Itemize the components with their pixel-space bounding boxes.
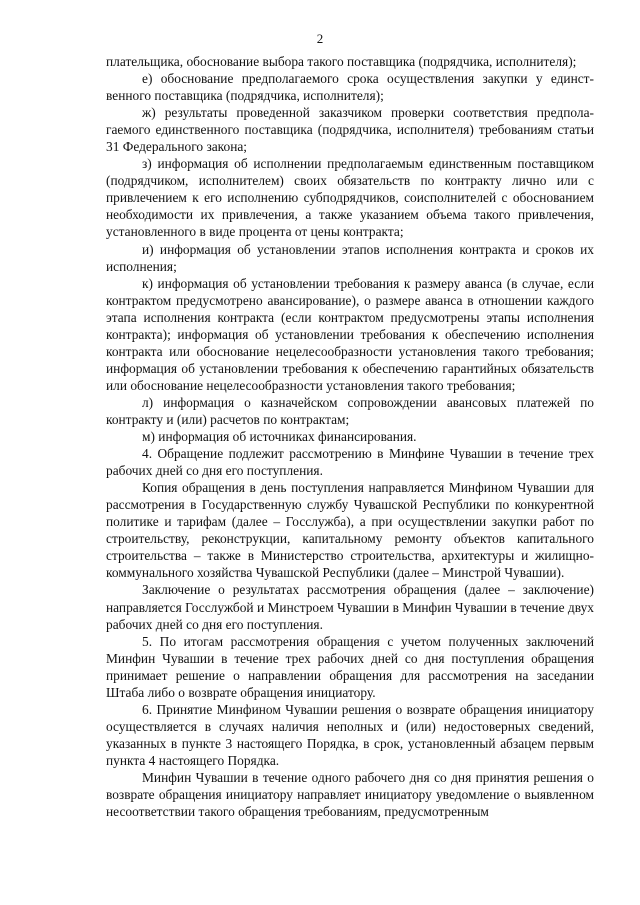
paragraph-point-6: 6. Принятие Минфином Чувашии решения о возврате обращения инициатору осуществляется в случаях наличия неполных и (или) недостоверных сведений, указанных в пункте 3 настоящего Порядка, в срок, установленный абзацем первым пункта 4 настоящего Порядка.	[106, 701, 594, 768]
paragraph-item-z: з) информация об исполнении предполагаемым единственным поставщиком (подрядчиком, исполнителем) своих обязательств по контракту лично или с привлечением к его исполнению субподрядчиков, соисполнителей с обоснованием необходимости их привлечения, а также указанием объема такого привлечения, установленного в виде процента от цены контракта;	[106, 156, 594, 240]
paragraph-point-4: 4. Обращение подлежит рассмотрению в Минфине Чувашии в течение трех рабочих дней со дня его поступления.	[106, 446, 594, 479]
paragraph-item-k: к) информация об установлении требования к размеру аванса (в случае, если контрактом предусмотрено авансирование), о размере аванса в отношении каждого этапа исполнения контракта (если контрактом предусмотрены этапы исполнения контракта); информация об установлении требования к обеспечению исполнения контракта или обоснование нецелесообразности установления такого требования; информация об установлении требования к обеспечению гарантийных обязательств или обоснование нецелесообразности установления такого требования;	[106, 275, 594, 393]
paragraph-point-5: 5. По итогам рассмотрения обращения с учетом полученных заключений Минфин Чувашии в течение трех рабочих дней со дня поступления обращения принимает решение о направлении обращения для рассмотрения на заседании Штаба либо о возврате обращения инициатору.	[106, 633, 594, 700]
document-body	[106, 53, 594, 820]
paragraph-copy-request: Копия обращения в день поступления направляется Минфином Чувашии для рассмотрения в Государственную службу Чувашской Республики по конкурентной политике и тарифам (далее – Госслужба), а при осуществлении закупки работ по строительству, реконструкции, капитальному ремонту объектов капитального строительства – также в Министерство строительства, архитектуры и жилищно-коммунального хозяйства Чувашской Республики (далее – Минстрой Чувашии).	[106, 480, 594, 581]
paragraph-item-l: л) информация о казначейском сопровождении авансовых платежей по контракту и (или) расчетов по контрактам;	[106, 394, 594, 427]
paragraph-continuation: плательщика, обоснование выбора такого поставщика (подрядчика, исполнителя);	[106, 54, 577, 69]
paragraph-notification: Минфин Чувашии в течение одного рабочего дня со дня принятия решения о возврате обращения инициатору направляет инициатору уведомление о выявленном несоответствии такого обращения требованиям, предусмотренным	[106, 769, 594, 820]
paragraph-item-e: е) обоснование предполагаемого срока осуществления закупки у единственного поставщика (подрядчика, исполнителя);	[106, 71, 594, 104]
paragraph-conclusion: Заключение о результатах рассмотрения обращения (далее – заключение) направляется Госслужбой и Минстроем Чувашии в Минфин Чувашии в течение двух рабочих дней со дня его поступления.	[106, 582, 594, 632]
page-number: 2	[316, 31, 324, 46]
paragraph-item-i: и) информация об установлении этапов исполнения контракта и сроков их исполнения;	[106, 241, 594, 274]
paragraph-item-zh: ж) результаты проведенной заказчиком проверки соответствия предполагаемого единственного поставщика (подрядчика, исполнителя) требованиям статьи 31 Федерального закона;	[106, 105, 594, 155]
paragraph-item-m: м) информация об источниках финансирования.	[142, 429, 417, 445]
